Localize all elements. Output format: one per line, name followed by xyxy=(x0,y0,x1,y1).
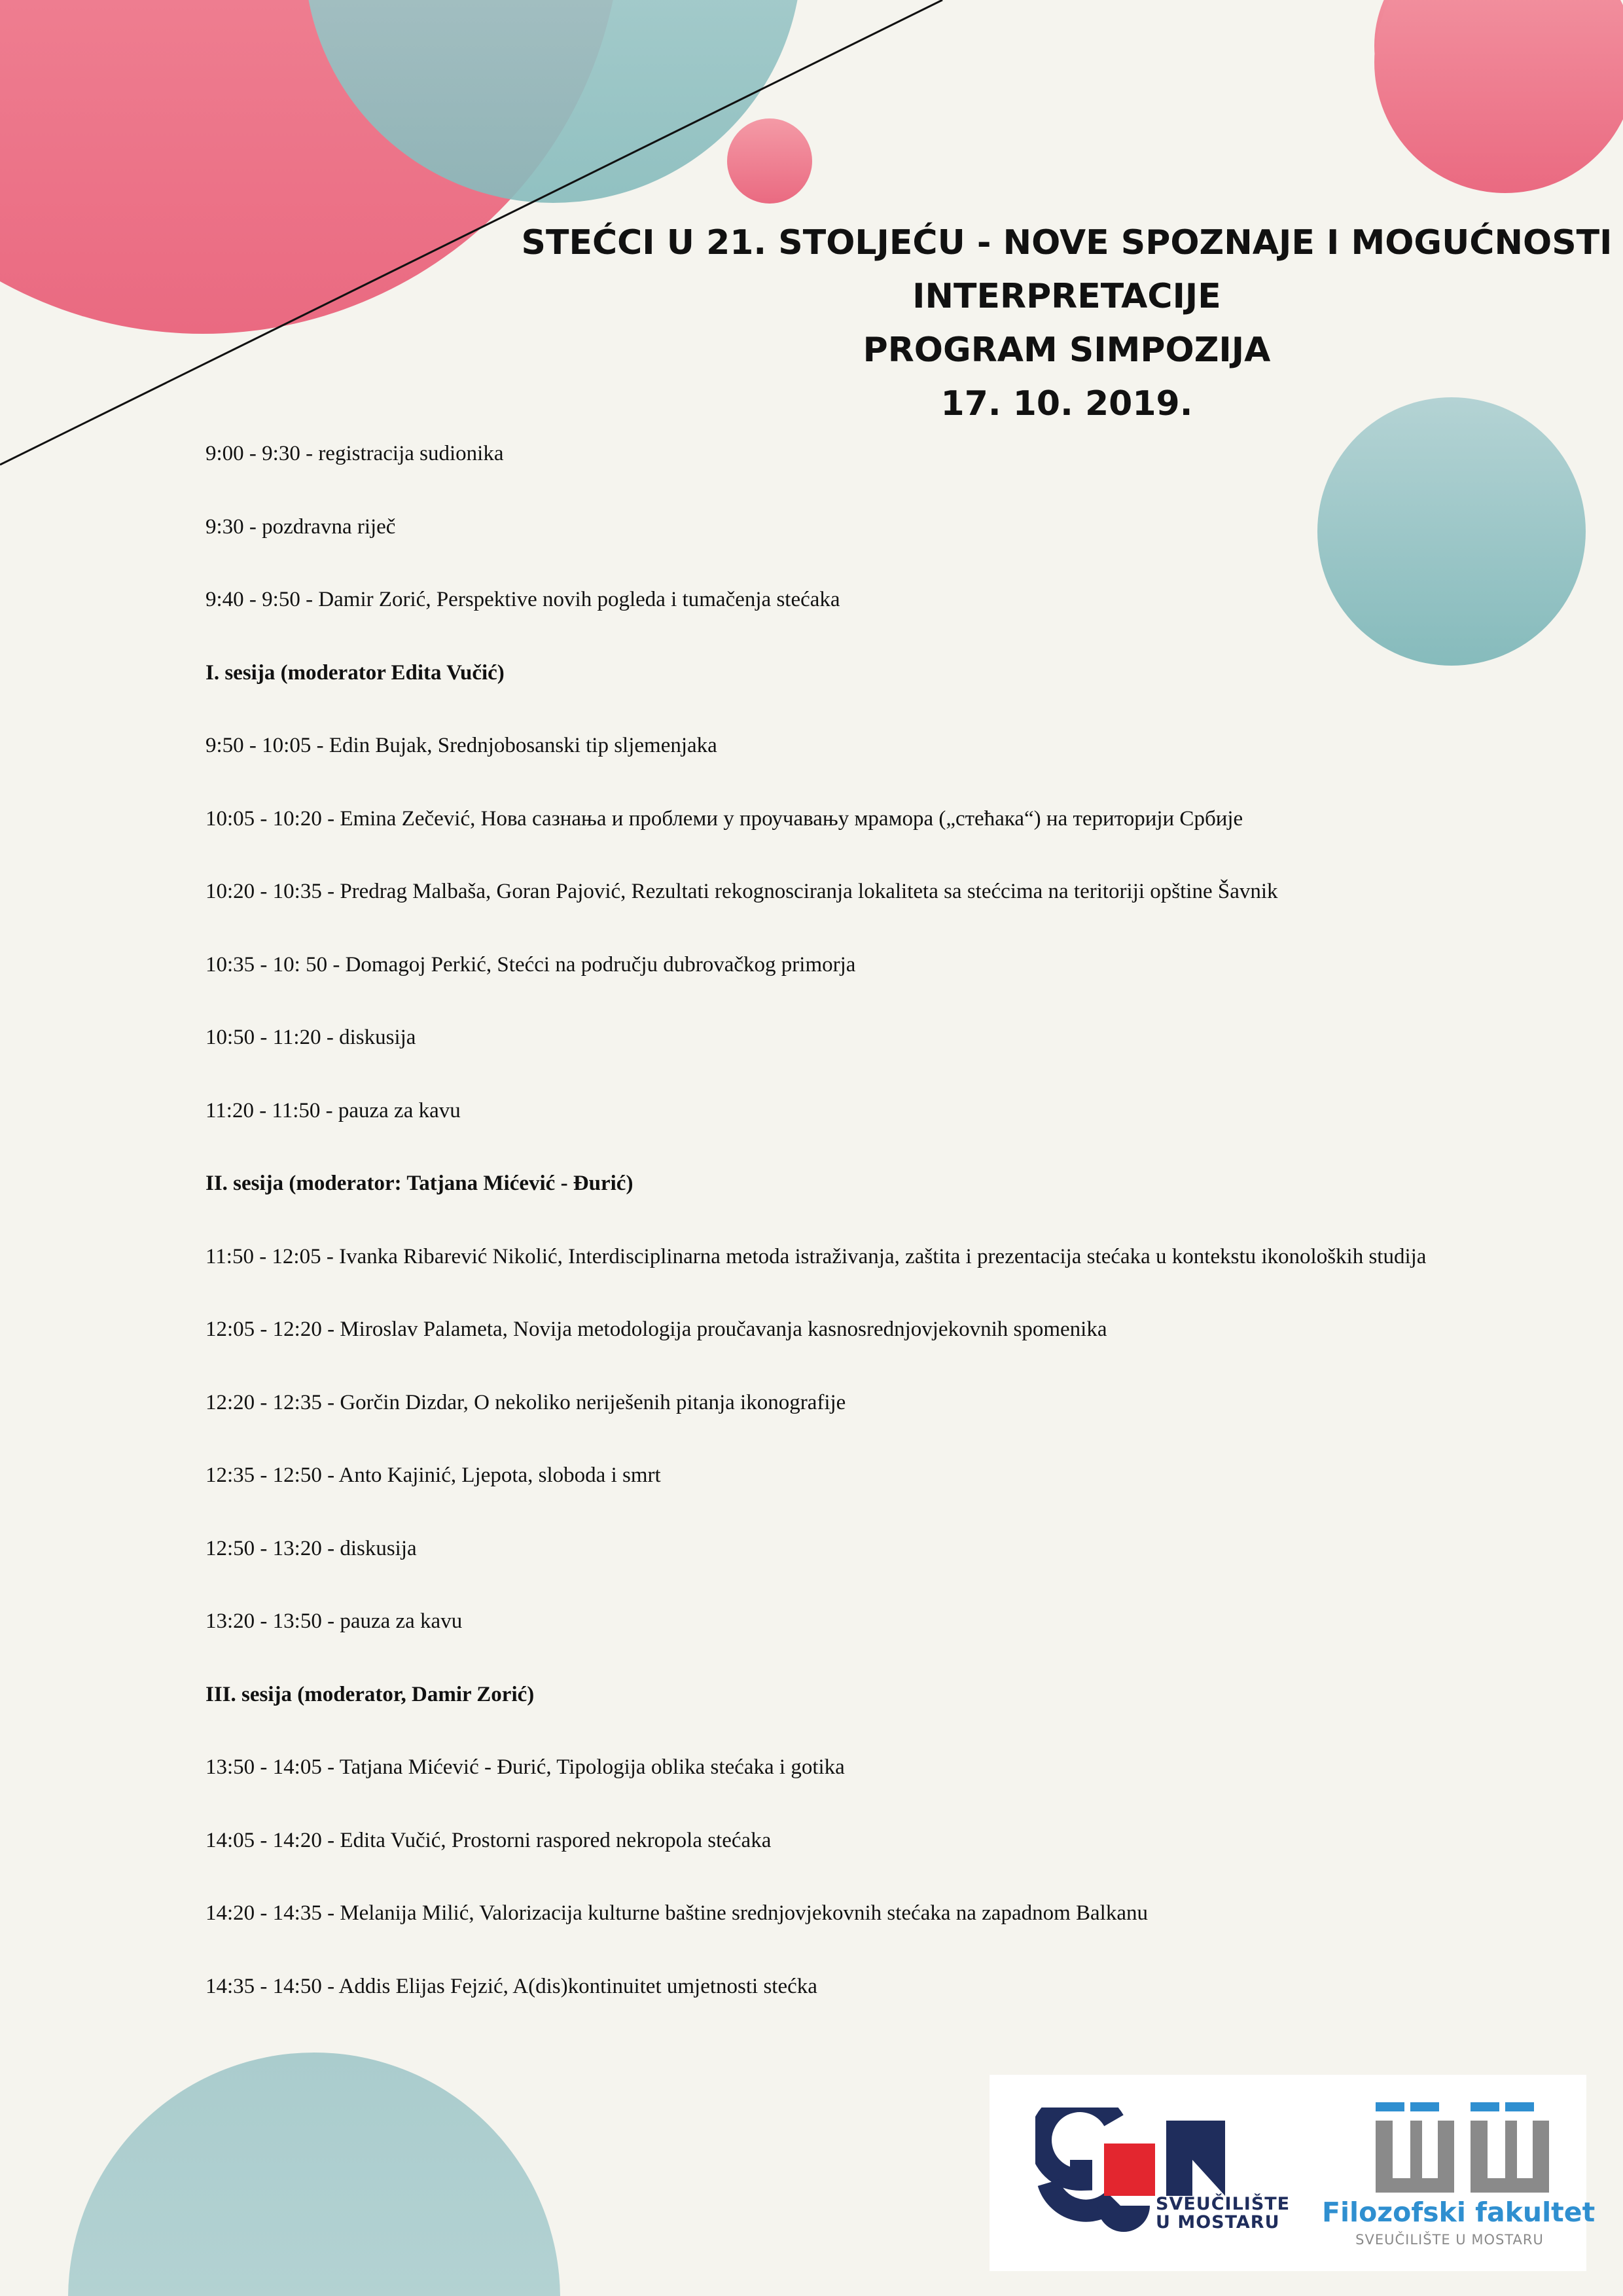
small-pink-circle xyxy=(727,118,812,204)
document-title xyxy=(510,216,1623,431)
program-entry: 14:20 - 14:35 - Melanija Milić, Valorizacija kulturne baštine srednjovjekovnih stećaka na zapadnom Balkanu xyxy=(205,1901,1148,1925)
title-line-2: INTERPRETACIJE xyxy=(912,277,1221,316)
sum-wordmark xyxy=(1156,2195,1290,2232)
program-entry: 9:50 - 10:05 - Edin Bujak, Srednjobosanski tip sljemenjaka xyxy=(205,734,717,757)
program-entry: 13:50 - 14:05 - Tatjana Mićević - Đurić, Tipologija oblika stećaka i gotika xyxy=(205,1755,845,1779)
program-entry: 11:50 - 12:05 - Ivanka Ribarević Nikolić, Interdisciplinarna metoda istraživanja, zaštita i prezentacija stećaka u kontekstu ikonoloških studija xyxy=(205,1244,1427,1268)
title-line-3: PROGRAM SIMPOZIJA xyxy=(863,331,1271,370)
program-entry: 10:05 - 10:20 - Emina Zečević, Нова сазнања и проблеми у проучавању мрамора („стећака“) на територији Србије xyxy=(205,806,1243,831)
filozofski-fakultet-logo-icon xyxy=(1366,2101,1562,2212)
program-entry: 13:20 - 13:50 - pauza za kavu xyxy=(205,1609,463,1633)
session-heading: I. sesija (moderator Edita Vučić) xyxy=(205,660,505,685)
sum-line-2: U MOSTARU xyxy=(1156,2212,1280,2233)
program-entry: 10:20 - 10:35 - Predrag Malbaša, Goran Pajović, Rezultati rekognosciranja lokaliteta sa stećcima na teritoriji opštine Šavnik xyxy=(205,880,1278,903)
teal-circle-bottom-left xyxy=(68,2053,560,2296)
pink-circle-top-right-large xyxy=(1374,0,1623,193)
program-entry: 10:50 - 11:20 - diskusija xyxy=(205,1026,416,1049)
program-entry: 12:05 - 12:20 - Miroslav Palameta, Novija metodologija proučavanja kasnosrednjovjekovnih spomenika xyxy=(205,1318,1107,1341)
program-entry: 9:00 - 9:30 - registracija sudionika xyxy=(205,442,504,465)
event-date: 17. 10. 2019. xyxy=(940,384,1193,423)
program-entry: 11:20 - 11:50 - pauza za kavu xyxy=(205,1098,461,1122)
program-entry: 12:50 - 13:20 - diskusija xyxy=(205,1536,417,1560)
session-heading: III. sesija (moderator, Damir Zorić) xyxy=(205,1682,535,1706)
session-heading: II. sesija (moderator: Tatjana Mićević - Đurić) xyxy=(205,1172,633,1195)
logo-panel xyxy=(990,2075,1596,2271)
program-entry: 14:05 - 14:20 - Edita Vučić, Prostorni raspored nekropola stećaka xyxy=(205,1828,772,1852)
program-entry: 9:30 - pozdravna riječ xyxy=(205,514,396,539)
sum-line-1: SVEUČILIŠTE xyxy=(1156,2194,1291,2214)
program-entry: 10:35 - 10: 50 - Domagoj Perkić, Stećci na području dubrovačkog primorja xyxy=(205,952,856,977)
program-entry: 12:35 - 12:50 - Anto Kajinić, Ljepota, sloboda i smrt xyxy=(205,1463,661,1487)
program-list xyxy=(205,437,1482,2043)
program-entry: 14:35 - 14:50 - Addis Elijas Fejzić, A(dis)kontinuitet umjetnosti stećka xyxy=(205,1974,817,1998)
title-line-1: STEĆCI U 21. STOLJEĆU - NOVE SPOZNAJE I MOGUĆNOSTI xyxy=(521,223,1613,262)
faculty-name: Filozofski fakultet xyxy=(1322,2197,1596,2228)
faculty-university: SVEUČILIŠTE U MOSTARU xyxy=(1355,2232,1544,2248)
program-entry: 9:40 - 9:50 - Damir Zorić, Perspektive novih pogleda i tumačenja stećaka xyxy=(205,588,840,611)
program-entry: 12:20 - 12:35 - Gorčin Dizdar, O nekoliko neriješenih pitanja ikonografije xyxy=(205,1390,846,1414)
